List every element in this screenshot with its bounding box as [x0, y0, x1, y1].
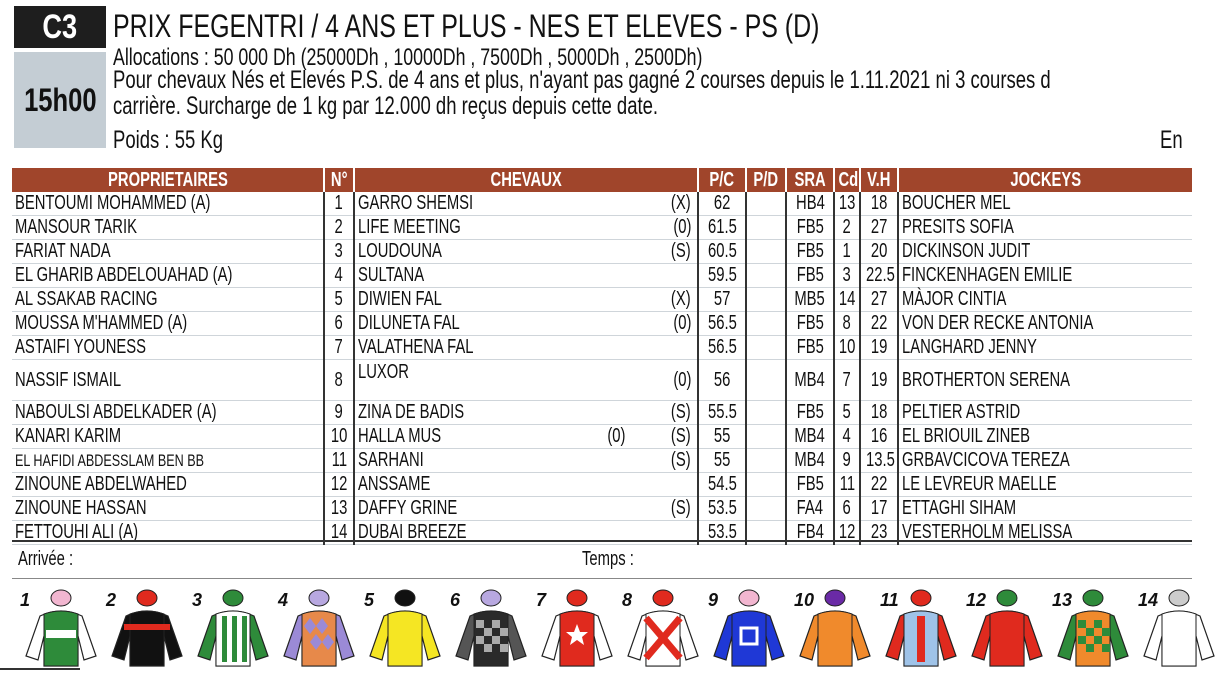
jockey-cell: VESTERHOLM MELISSA: [898, 521, 1192, 545]
horse-cell: ANSSAME: [354, 473, 698, 497]
header-jockeys: JOCKEYS: [898, 168, 1192, 192]
time-label: Temps :: [582, 548, 634, 570]
arrival-label: Arrivée :: [18, 548, 74, 570]
horse-cell: DILUNETA FAL (0): [354, 312, 698, 336]
race-weight: Poids : 55 Kg: [113, 126, 224, 154]
vh-cell: 19: [860, 360, 898, 401]
jockey-silk-icon: [194, 586, 272, 670]
header-pd: P/D: [746, 168, 786, 192]
jockey-cell: BROTHERTON SERENA: [898, 360, 1192, 401]
jockey-silk-icon: [108, 586, 186, 670]
number-cell: 3: [324, 240, 354, 264]
table-row: [12, 360, 1192, 401]
pc-cell: 55: [698, 449, 746, 473]
pc-cell: 57: [698, 288, 746, 312]
jockey-cell: PELTIER ASTRID: [898, 401, 1192, 425]
cd-cell: 12: [834, 521, 860, 545]
sra-cell: FB5: [786, 312, 834, 336]
vh-cell: 22.5: [860, 264, 898, 288]
horse-cell: DIWIEN FAL (X): [354, 288, 698, 312]
pc-cell: 54.5: [698, 473, 746, 497]
jockey-silk-icon: [882, 586, 960, 670]
table-bottom-border: [12, 540, 1192, 542]
silk-number: 12: [966, 590, 987, 610]
pc-cell: 53.5: [698, 521, 746, 545]
number-cell: 10: [324, 425, 354, 449]
header-vh: V.H: [860, 168, 898, 192]
horse-equipment-mark: (X): [671, 192, 691, 214]
owner-cell: AL SSAKAB RACING: [12, 288, 324, 312]
sra-cell: MB5: [786, 288, 834, 312]
owner-cell: NABOULSI ABDELKADER (A): [12, 401, 324, 425]
vh-cell: 19: [860, 336, 898, 360]
silk-number: 11: [880, 590, 899, 610]
silk-number: 9: [708, 590, 719, 610]
pd-cell: [746, 336, 786, 360]
jockey-silk-icon: [1140, 586, 1218, 670]
sra-cell: FB5: [786, 336, 834, 360]
number-cell: 8: [324, 360, 354, 401]
number-cell: 1: [324, 192, 354, 216]
cd-cell: 8: [834, 312, 860, 336]
table-row: [12, 312, 1192, 336]
pd-cell: [746, 192, 786, 216]
jockey-silk-icon: [1054, 586, 1132, 670]
owner-cell: NASSIF ISMAIL: [12, 360, 324, 401]
jockey-cell: FINCKENHAGEN EMILIE: [898, 264, 1192, 288]
race-conditions-line2: carrière. Surcharge de 1 kg par 12.000 dh reçus depuis cette date.: [113, 92, 659, 120]
silk-number: 6: [450, 590, 461, 610]
vh-cell: 27: [860, 216, 898, 240]
horse-equipment-mark: (S): [671, 240, 691, 262]
table-row: [12, 336, 1192, 360]
vh-cell: 27: [860, 288, 898, 312]
table-row: [12, 240, 1192, 264]
vh-cell: 13.5: [860, 449, 898, 473]
horse-cell: LOUDOUNA (S): [354, 240, 698, 264]
silk-number: 3: [192, 590, 203, 610]
sra-cell: FB5: [786, 216, 834, 240]
cd-cell: 5: [834, 401, 860, 425]
horse-equipment-mark: (S): [671, 449, 691, 471]
pc-cell: 61.5: [698, 216, 746, 240]
silk-number: 14: [1138, 590, 1159, 610]
horse-cell: LUXOR (0): [354, 360, 698, 401]
silk-number: 4: [278, 590, 289, 610]
horse-cell: ZINA DE BADIS (S): [354, 401, 698, 425]
horse-equipment-mark: (S): [671, 497, 691, 519]
sra-cell: FB5: [786, 473, 834, 497]
cd-cell: 4: [834, 425, 860, 449]
entries-table: [12, 168, 1192, 545]
sra-cell: FA4: [786, 497, 834, 521]
number-cell: 2: [324, 216, 354, 240]
jockey-cell: LANGHARD JENNY: [898, 336, 1192, 360]
silks-divider: [12, 578, 1192, 579]
pc-cell: 53.5: [698, 497, 746, 521]
table-row: [12, 216, 1192, 240]
horse-equipment-mark: (S): [671, 425, 691, 447]
horse-cell: DUBAI BREEZE: [354, 521, 698, 545]
pd-cell: [746, 473, 786, 497]
race-edge-text: En: [1160, 126, 1183, 154]
owner-cell: ZINOUNE ABDELWAHED: [12, 473, 324, 497]
horse-equipment-mark: (0): [672, 368, 691, 391]
sra-cell: FB5: [786, 264, 834, 288]
pd-cell: [746, 401, 786, 425]
silk-number: 1: [20, 590, 31, 610]
vh-cell: 18: [860, 401, 898, 425]
jockey-silk-icon: [710, 586, 788, 670]
vh-cell: 22: [860, 312, 898, 336]
number-cell: 12: [324, 473, 354, 497]
number-cell: 4: [324, 264, 354, 288]
number-cell: 13: [324, 497, 354, 521]
cd-cell: 6: [834, 497, 860, 521]
table-row: [12, 449, 1192, 473]
table-row: [12, 425, 1192, 449]
cd-cell: 13: [834, 192, 860, 216]
owner-cell: MOUSSA M'HAMMED (A): [12, 312, 324, 336]
pd-cell: [746, 449, 786, 473]
owner-cell: EL GHARIB ABDELOUAHAD (A): [12, 264, 324, 288]
jockey-silk-icon: [538, 586, 616, 670]
jockey-silk-icon: [968, 586, 1046, 670]
number-cell: 6: [324, 312, 354, 336]
header-horses: CHEVAUX: [354, 168, 698, 192]
pc-cell: 59.5: [698, 264, 746, 288]
owner-cell: BENTOUMI MOHAMMED (A): [12, 192, 324, 216]
header-number: N°: [324, 168, 354, 192]
number-cell: 7: [324, 336, 354, 360]
vh-cell: 16: [860, 425, 898, 449]
jockey-cell: GRBAVCICOVA TEREZA: [898, 449, 1192, 473]
header-pc: P/C: [698, 168, 746, 192]
cd-cell: 10: [834, 336, 860, 360]
sra-cell: FB5: [786, 401, 834, 425]
silk-number: 8: [622, 590, 633, 610]
table-row: [12, 401, 1192, 425]
header-sra: SRA: [786, 168, 834, 192]
vh-cell: 20: [860, 240, 898, 264]
owner-cell: MANSOUR TARIK: [12, 216, 324, 240]
sra-cell: MB4: [786, 449, 834, 473]
horse-equipment-mark: (S): [671, 401, 691, 423]
number-cell: 9: [324, 401, 354, 425]
race-time-badge: 15h00: [14, 52, 106, 148]
table-row: [12, 473, 1192, 497]
race-conditions-line1: Pour chevaux Nés et Elevés P.S. de 4 ans et plus, n'ayant pas gagné 2 courses depuis le 1.11.2021 ni 3 courses d: [113, 66, 1051, 94]
jockey-cell: BOUCHER MEL: [898, 192, 1192, 216]
bottom-rule: [0, 668, 80, 670]
horse-cell: GARRO SHEMSI (X): [354, 192, 698, 216]
horse-cell: VALATHENA FAL: [354, 336, 698, 360]
pd-cell: [746, 312, 786, 336]
jockey-silk-icon: [624, 586, 702, 670]
jockey-cell: MÀJOR CINTIA: [898, 288, 1192, 312]
jockey-silk-icon: [366, 586, 444, 670]
cd-cell: 1: [834, 240, 860, 264]
pd-cell: [746, 288, 786, 312]
silk-number: 5: [364, 590, 375, 610]
jockey-cell: DICKINSON JUDIT: [898, 240, 1192, 264]
owner-cell: KANARI KARIM: [12, 425, 324, 449]
pd-cell: [746, 216, 786, 240]
pc-cell: 56.5: [698, 312, 746, 336]
table-row: [12, 497, 1192, 521]
vh-cell: 22: [860, 473, 898, 497]
silk-number: 2: [106, 590, 117, 610]
silk-number: 7: [536, 590, 547, 610]
silk-number: 10: [794, 590, 815, 610]
jockey-silk-icon: [796, 586, 874, 670]
sra-cell: MB4: [786, 360, 834, 401]
horse-equipment-mark: (X): [671, 288, 691, 310]
race-allocations: Allocations : 50 000 Dh (25000Dh , 10000Dh , 7500Dh , 5000Dh , 2500Dh): [113, 44, 703, 71]
pd-cell: [746, 264, 786, 288]
cd-cell: 2: [834, 216, 860, 240]
horse-equipment-mark-2: (0): [606, 425, 625, 447]
cd-cell: 11: [834, 473, 860, 497]
pd-cell: [746, 425, 786, 449]
silk-number: 13: [1052, 590, 1073, 610]
pc-cell: 62: [698, 192, 746, 216]
horse-cell: LIFE MEETING (0): [354, 216, 698, 240]
jockey-cell: VON DER RECKE ANTONIA: [898, 312, 1192, 336]
pc-cell: 55: [698, 425, 746, 449]
vh-cell: 23: [860, 521, 898, 545]
owner-cell: FARIAT NADA: [12, 240, 324, 264]
sra-cell: HB4: [786, 192, 834, 216]
cd-cell: 9: [834, 449, 860, 473]
cd-cell: 3: [834, 264, 860, 288]
owner-cell: ASTAIFI YOUNESS: [12, 336, 324, 360]
pd-cell: [746, 240, 786, 264]
table-row: [12, 192, 1192, 216]
header-cd: Cd: [834, 168, 860, 192]
owner-cell: FETTOUHI ALI (A): [12, 521, 324, 545]
horse-cell: SARHANI (S): [354, 449, 698, 473]
number-cell: 11: [324, 449, 354, 473]
header-owners: PROPRIETAIRES: [12, 168, 324, 192]
table-header-row: [12, 168, 1192, 192]
vh-cell: 17: [860, 497, 898, 521]
number-cell: 5: [324, 288, 354, 312]
pc-cell: 56: [698, 360, 746, 401]
horse-cell: HALLA MUS (S) (0): [354, 425, 698, 449]
horse-equipment-mark: (0): [672, 216, 691, 238]
owner-cell: ZINOUNE HASSAN: [12, 497, 324, 521]
horse-equipment-mark: (0): [672, 312, 691, 334]
table-row: [12, 264, 1192, 288]
table-row: [12, 288, 1192, 312]
horse-cell: SULTANA: [354, 264, 698, 288]
cd-cell: 7: [834, 360, 860, 401]
race-title: PRIX FEGENTRI / 4 ANS ET PLUS - NES ET ELEVES - PS (D): [113, 8, 820, 44]
jockey-cell: PRESITS SOFIA: [898, 216, 1192, 240]
jockey-cell: LE LEVREUR MAELLE: [898, 473, 1192, 497]
horse-cell: DAFFY GRINE (S): [354, 497, 698, 521]
sra-cell: MB4: [786, 425, 834, 449]
pc-cell: 55.5: [698, 401, 746, 425]
pd-cell: [746, 497, 786, 521]
sra-cell: FB5: [786, 240, 834, 264]
sra-cell: FB4: [786, 521, 834, 545]
pd-cell: [746, 360, 786, 401]
jockey-cell: EL BRIOUIL ZINEB: [898, 425, 1192, 449]
number-cell: 14: [324, 521, 354, 545]
cd-cell: 14: [834, 288, 860, 312]
jockey-silk-icon: [22, 586, 100, 670]
jockey-silk-icon: [452, 586, 530, 670]
jockey-silk-icon: [280, 586, 358, 670]
pc-cell: 56.5: [698, 336, 746, 360]
vh-cell: 18: [860, 192, 898, 216]
pc-cell: 60.5: [698, 240, 746, 264]
jockey-cell: ETTAGHI SIHAM: [898, 497, 1192, 521]
race-code-badge: C3: [14, 6, 106, 48]
owner-cell: EL HAFIDI ABDESSLAM BEN BB: [12, 449, 324, 473]
